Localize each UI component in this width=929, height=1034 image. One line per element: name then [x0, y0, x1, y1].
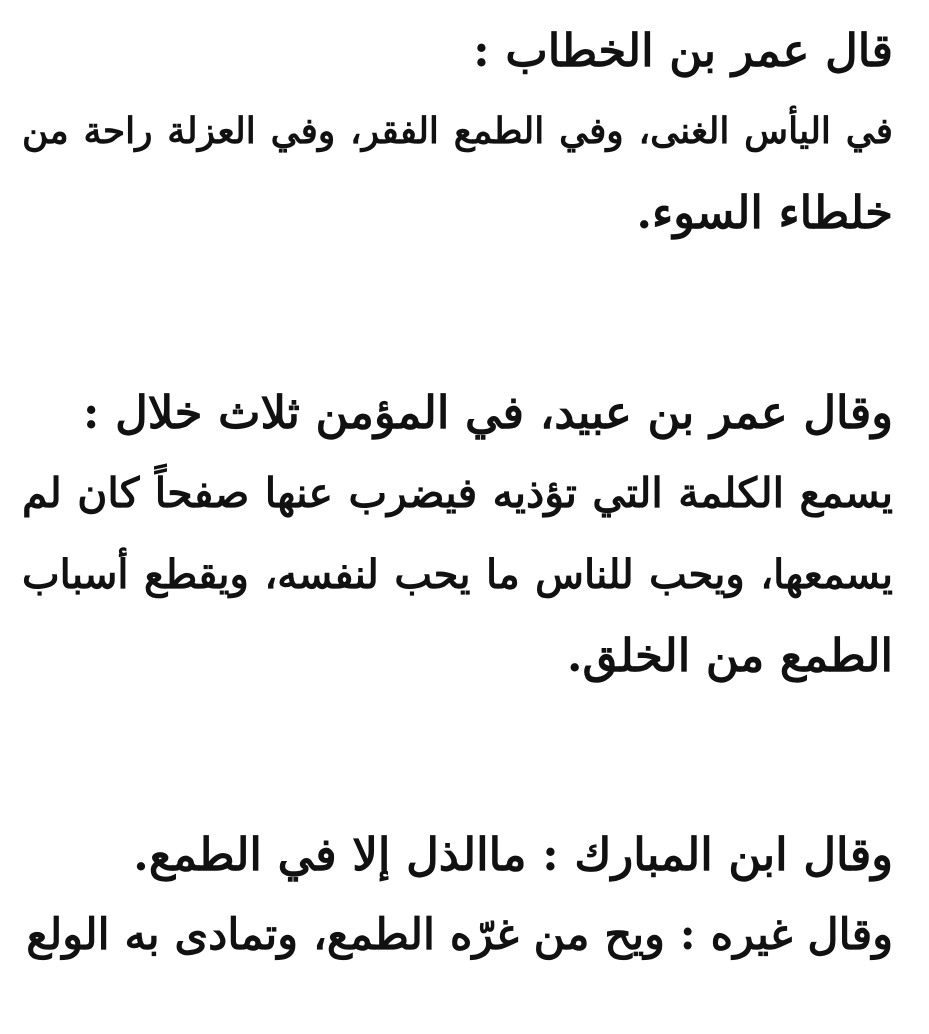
paragraph-ibn-al-mubarak: [22, 814, 893, 976]
paragraph-umar-ibn-ubaid: [22, 372, 893, 696]
paragraph-umar-ibn-al-khattab: [22, 10, 893, 253]
text-line: وقال عمر بن عبيد، في المؤمن ثلاث خلال :: [82, 386, 893, 439]
text-line: قال عمر بن الخطاب :: [473, 24, 893, 77]
text-line: الطمع من الخلق.: [566, 629, 893, 682]
text-line: يسمعها، ويحب للناس ما يحب لنفسه، ويقطع أسباب: [22, 551, 893, 598]
text-line: وقال غيره : ويح من غرّه الطمع، وتمادى به الولع: [26, 910, 893, 960]
text-line: خلطاء السوء.: [636, 186, 893, 239]
text-line: في اليأس الغنى، وفي الطمع الفقر، وفي العزلة راحة من: [22, 110, 893, 152]
text-line: يسمع الكلمة التي تؤذيه فيضرب عنها صفحاً كان لم: [22, 469, 893, 517]
text-line: وقال ابن المبارك : ماالذل إلا في الطمع.: [133, 828, 893, 881]
